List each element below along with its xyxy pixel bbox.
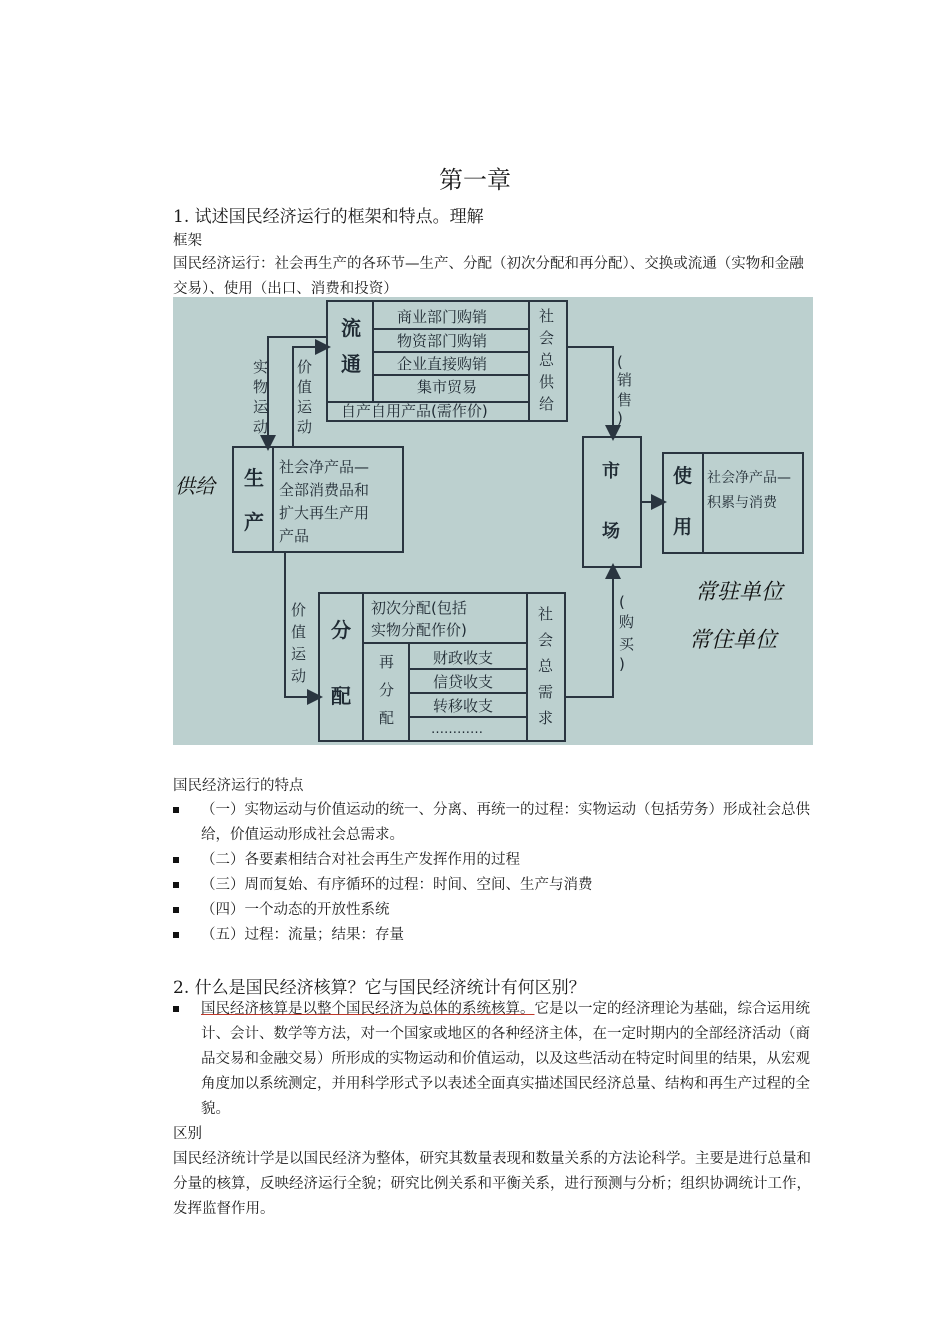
flow-title-1: 流 [341,316,361,340]
production-title-2: 产 [244,510,264,534]
list-item: （二）各要素相结合对社会再生产发挥作用的过程 [173,848,813,873]
handwriting-right-2: 常住单位 [689,628,778,653]
diagram-svg [173,297,813,745]
definition-rest: 它是以一定的经济理论为基础，综合运用统计、会计、数学等方法，对一个国家或地区的各种经济主体，在一定时期内的全部经济活动（商品交易和金融交易）所形成的实物运动和价值运动，以及这些活动在特定时间里的结果，从宏观角度加以系统测定，并用科学形式予以表述全面真实描述国民经济总量、结构和再生产过程的全貌。 [201,1001,810,1117]
sales-char: ) [617,409,623,427]
demand-char: 总 [538,657,554,675]
definition-list [173,997,813,1122]
demand-char: 需 [538,683,554,701]
handwriting-left: 供给 [175,474,215,498]
features-title: 国民经济运行的特点 [173,778,304,794]
production-title-1: 生 [244,466,264,490]
handwriting-right-1: 常驻单位 [695,580,784,605]
redistribution-char: 分 [379,681,395,699]
redistribution-char: 再 [379,653,395,671]
list-item: （一）实物运动与价值运动的统一、分离、再统一的过程：实物运动（包括劳务）形成社会总供给，价值运动形成社会总需求。 [173,798,813,848]
purchase-char: 买 [619,635,635,653]
flow-item: 企业直接购销 [397,355,488,373]
flow-item: 商业部门购销 [397,308,488,326]
distribution-title-1: 分 [331,618,351,642]
physical-motion-char: 动 [253,418,269,436]
question-2-heading: 2. 什么是国民经济核算？它与国民经济统计有何区别？ [173,978,586,998]
redistribution-item: 信贷收支 [433,673,494,691]
supply-char: 会 [539,329,555,347]
list-item [173,997,813,1122]
production-text: 扩大再生产用 [279,504,370,522]
use-title-1: 使 [673,465,693,487]
physical-motion-char: 运 [253,398,269,416]
framework-label: 框架 [173,233,202,249]
primary-distribution: 实物分配作价) [371,621,467,639]
purchase-char: ) [619,655,625,673]
redistribution-item: 财政收支 [433,649,494,667]
flow-item: 自产自用产品(需作价) [341,402,488,420]
redistribution-char: 配 [379,709,395,727]
sales-char: ( [617,353,623,371]
difference-label: 区别 [173,1126,202,1142]
value-motion-char: 价 [297,358,313,376]
value-motion-char: 价 [291,601,307,619]
sales-char: 售 [617,391,633,409]
production-text: 全部消费品和 [279,481,370,499]
physical-motion-char: 实 [253,358,269,376]
use-text: 社会净产品— [707,470,791,486]
physical-motion-char: 物 [253,378,269,396]
purchase-char: ( [619,593,625,611]
value-motion-char: 运 [297,398,313,416]
value-motion-char: 运 [291,645,307,663]
difference-text: 国民经济统计学是以国民经济为整体，研究其数量表现和数量关系的方法论科学。主要是进行总量和分量的核算，反映经济运行全貌；研究比例关系和平衡关系，进行预测与分析；组织协调统计工作，发挥监督作用。 [173,1151,811,1217]
sales-char: 销 [617,371,633,389]
supply-char: 给 [539,395,555,413]
purchase-char: 购 [619,613,635,631]
flow-item: 集市贸易 [417,378,478,396]
supply-char: 社 [539,307,555,325]
market-char-1: 市 [602,461,620,482]
use-title-2: 用 [673,516,693,538]
value-motion-char: 动 [297,418,313,436]
economic-flow-diagram [173,297,813,745]
framework-text: 国民经济运行：社会再生产的各环节—生产、分配（初次分配和再分配）、交换或流通（实物和金融交易）、使用（出口、消费和投资） [173,256,804,297]
value-motion-char: 动 [291,667,307,685]
supply-char: 供 [539,373,555,391]
production-text: 社会净产品— [279,458,370,476]
flow-item: 物资部门购销 [397,332,488,350]
features-list [173,798,813,948]
distribution-title-2: 配 [331,684,351,708]
demand-char: 社 [538,605,554,623]
flow-title-2: 通 [341,352,361,376]
list-item: （四）一个动态的开放性系统 [173,898,813,923]
underlined-definition: 国民经济核算是以整个国民经济为总体的系统核算。 [201,1001,535,1017]
value-motion-char: 值 [291,623,307,641]
question-1-heading: 1. 试述国民经济运行的框架和特点。理解 [173,207,484,227]
production-text: 产品 [279,527,310,545]
redistribution-item: ………… [431,722,483,737]
supply-char: 总 [539,351,555,369]
primary-distribution: 初次分配(包括 [371,599,467,617]
demand-char: 求 [538,709,554,727]
list-item: （五）过程：流量；结果：存量 [173,923,813,948]
list-item: （三）周而复始、有序循环的过程：时间、空间、生产与消费 [173,873,813,898]
chapter-title: 第一章 [439,166,511,194]
value-motion-char: 值 [297,378,313,396]
demand-char: 会 [538,631,554,649]
market-char-2: 场 [602,521,620,542]
redistribution-item: 转移收支 [433,697,494,715]
use-text: 积累与消费 [707,495,777,511]
